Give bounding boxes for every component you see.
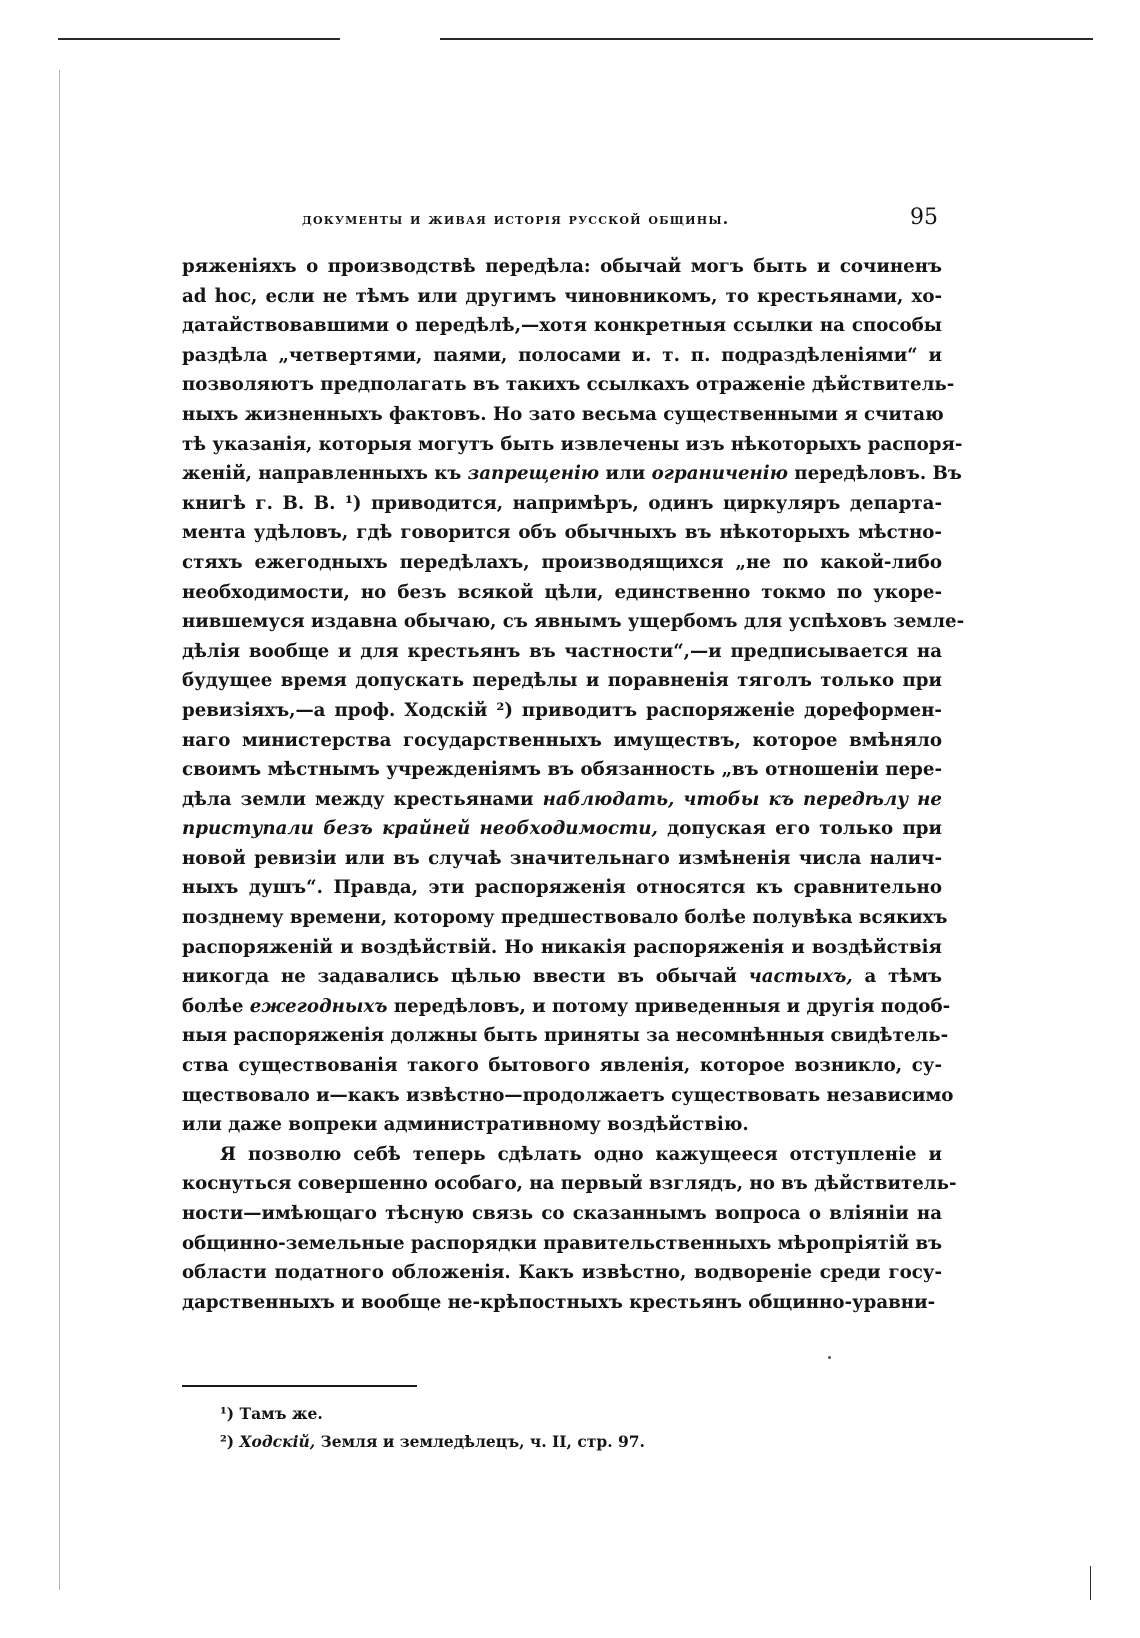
text-run: дѣлія вообще и для крестьянъ въ частности“,—и предписывается на [182,640,942,662]
text-line [182,785,942,815]
text-line [182,637,942,667]
text-run: дѣла земли между крестьянами [182,788,543,810]
italic-text: ежегодныхъ [249,995,388,1017]
footnote-text: Тамъ же. [239,1404,323,1423]
text-line [182,755,942,785]
text-line [182,1199,942,1229]
text-run: ряженіяхъ о производствѣ передѣла: обычай могъ быть и сочиненъ [182,256,942,277]
text-run: коснуться совершенно особаго, на первый взглядъ, но въ дѣйствитель- [182,1173,957,1195]
italic-text: наблюдать, чтобы къ передѣлу не [542,788,942,810]
text-run: ныхъ жизненныхъ фактовъ. Но зато весьма существенными я считаю [182,403,944,425]
scan-left-edge [59,70,60,1590]
text-run: ad hoc, если не тѣмъ или другимъ чиновникомъ, то крестьянами, хо- [182,285,942,307]
text-line [182,1288,942,1318]
text-run: допуская его только при [657,818,942,840]
text-line [182,1021,949,1051]
text-run: распоряженій и воздѣйствій. Но никакія распоряженія и воздѣйствія [182,936,942,958]
text-run: наго министерства государственныхъ имуществъ, которое вмѣняло [182,729,942,751]
text-line [182,1110,942,1140]
text-line [182,1051,942,1081]
text-line [182,873,942,903]
text-line [182,1229,942,1259]
text-line [182,430,963,460]
text-line [182,933,942,963]
text-run: передѣловъ. Въ [787,463,962,485]
footnote-author: Ходскій, [239,1432,316,1451]
text-line [182,666,942,696]
text-run: дарственныхъ и вообще не-крѣпостныхъ крестьянъ общинно-уравни- [182,1291,936,1313]
text-line [182,607,965,637]
text-run: Я позволю себѣ теперь сдѣлать одно кажущееся отступленіе и [220,1143,942,1165]
text-run: необходимости, но безъ всякой цѣли, единственно токмо по укоре- [182,581,942,603]
text-line [182,400,942,430]
footnote-mark: ¹) [220,1404,235,1423]
text-line [182,844,942,874]
book-page [182,0,965,1638]
text-run: ществовало и—какъ извѣстно—продолжаетъ существовать независимо [182,1084,954,1106]
text-line [182,696,942,726]
text-run: женій, направленныхъ къ [182,463,468,485]
text-run: позднему времени, которому предшествовало болѣе полувѣка всякихъ [182,907,948,929]
text-run: ныя распоряженія должны быть приняты за несомнѣнныя свидѣтель- [182,1025,949,1047]
text-line [182,341,942,371]
text-run: стяхъ ежегодныхъ передѣлахъ, производящихся „не по какой-либо [182,551,942,573]
running-head [182,205,942,237]
text-run: никогда не задавались цѣлью ввести въ обычай [182,966,749,988]
text-run: раздѣла „четвертями, паями, полосами и. т. п. подраздѣленіями“ и [182,344,942,366]
text-line [182,578,942,608]
text-line [182,962,942,992]
text-line [182,1140,942,1170]
text-line [182,459,962,489]
text-line [182,370,955,400]
footnote-rule [182,1385,417,1387]
text-line [182,1169,957,1199]
text-run: новой ревизіи или въ случаѣ значительнаго измѣненія числа налич- [182,847,942,869]
italic-text: запрещенію [467,463,600,485]
text-run: своимъ мѣстнымъ учрежденіямъ въ обязанность „въ отношеніи пере- [182,759,942,781]
text-run: ности—имѣющаго тѣсную связь со сказаннымъ вопроса о вліяніи на [182,1203,942,1224]
footnote-text: Земля и земледѣлецъ, ч. II, стр. 97. [315,1432,645,1451]
text-run: области податного обложенія. Какъ извѣстно, водвореніе среди госу- [182,1262,942,1284]
text-line [182,1258,942,1288]
page-number: 95 [910,205,938,230]
text-run: болѣе [182,995,250,1017]
running-title: документы и живая исторія русской общины. [302,209,730,228]
italic-text: ограниченію [651,463,788,485]
text-line [182,311,942,341]
text-run: а тѣмъ [852,966,942,988]
text-line [182,282,942,312]
text-line [182,814,942,844]
footnote [220,1400,940,1428]
scan-right-edge-mark [1090,1566,1091,1600]
footnote-mark: ²) [220,1432,235,1451]
text-run: тѣ указанія, которыя могутъ быть извлечены изъ нѣкоторыхъ распоря- [182,433,963,455]
text-run: датайствовавшими о передѣлѣ,—хотя конкретныя ссылки на способы [182,315,942,337]
text-run: или даже вопреки административному воздѣйствію. [182,1114,749,1136]
body-text [182,252,965,1317]
text-line [182,252,942,282]
text-run: книгѣ г. В. В. ¹) приводится, напримѣръ, одинъ циркуляръ департа- [182,492,942,514]
text-run: общинно-земельные распорядки правительственныхъ мѣропріятій въ [182,1232,943,1254]
text-line [182,518,942,548]
text-line [182,726,942,756]
text-run: ревизіяхъ,—а проф. Ходскій ²) приводитъ распоряженіе дореформен- [182,699,942,721]
text-run: мента удѣловъ, гдѣ говорится объ обычныхъ въ нѣкоторыхъ мѣстно- [182,522,942,544]
text-line [182,548,942,578]
footnote [220,1428,940,1456]
italic-text: приступали безъ крайней необходимости, [182,818,658,840]
text-line [182,992,951,1022]
text-run: или [599,463,652,485]
text-line [182,1081,954,1111]
text-run: позволяютъ предполагать въ такихъ ссылкахъ отраженіе дѣйствитель- [182,374,955,396]
footnotes [220,1400,940,1456]
text-line [182,903,948,933]
italic-text: частыхъ, [748,966,853,988]
text-run: ныхъ душъ“. Правда, эти распоряженія относятся къ сравнительно [182,877,942,899]
text-line [182,489,942,519]
text-run: передѣловъ, и потому приведенныя и другія подоб- [387,995,951,1017]
text-run: нившемуся издавна обычаю, съ явнымъ ущербомъ для успѣховъ земле- [182,611,965,633]
text-run: ства существованія такого бытового явленія, которое возникло, су- [182,1055,942,1077]
text-run: будущее время допускать передѣлы и поравненія тяголъ только при [182,670,942,692]
